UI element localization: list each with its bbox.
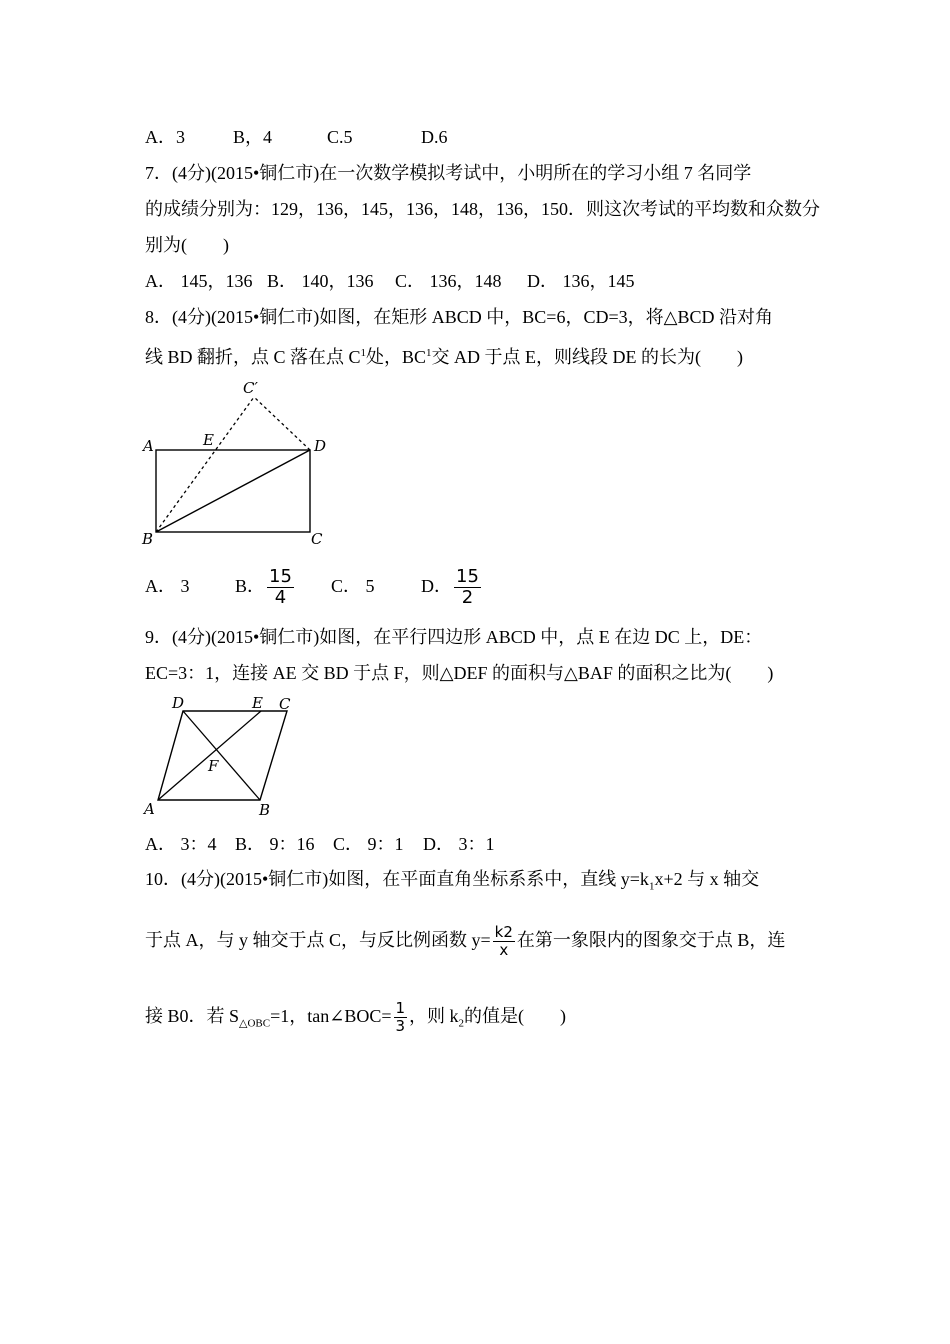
label-c-prime: C′ <box>243 379 258 397</box>
q7-options <box>145 270 635 292</box>
diagonal-bd <box>183 711 260 800</box>
q9-line-2: EC=3：1，连接 AE 交 BD 于点 F，则△DEF 的面积与△BAF 的面积之比为( ) <box>145 663 774 683</box>
label-b: B <box>142 530 154 548</box>
q7-option-c: C． 136，148 <box>395 271 502 291</box>
q9-option-d: D． 3：1 <box>423 834 495 854</box>
q10-line-1 <box>145 868 759 898</box>
q8-text-a: 线 BD 翻折，点 C 落在点 C <box>145 347 361 367</box>
q10-line-3 <box>145 994 566 1046</box>
diagonal-bd <box>156 450 310 532</box>
q8-sup-1: 1 <box>360 347 367 359</box>
q8-option-c: C． 5 <box>331 576 375 596</box>
q8-figure <box>138 378 338 550</box>
q8-fraction-b: $\frac{15}{4}$ <box>269 566 292 609</box>
fold-line-dc-prime <box>254 397 310 450</box>
label-c: C <box>279 695 291 713</box>
q6-option-b: B，4 <box>233 127 273 147</box>
q8-options <box>145 566 483 608</box>
q8-sup-2: 1 <box>426 347 432 359</box>
q8-line-1: 8．(4分)(2015•铜仁市)如图，在矩形 ABCD 中，BC=6，CD=3，将△BCD 沿对角 <box>145 307 773 327</box>
q10-text-g: ，则 k <box>409 1006 459 1026</box>
q10-sub-obc: △OBC <box>239 1017 271 1030</box>
q10-sub-2: 2 <box>458 1017 465 1030</box>
q6-option-a: A．3 <box>145 127 185 147</box>
q9-option-a: A． 3：4 <box>145 834 217 854</box>
q8-option-d: D． $\frac{15}{2}$ <box>421 566 479 609</box>
label-d: D <box>314 437 327 455</box>
q6-options <box>145 126 448 148</box>
q7-option-b: B． 140，136 <box>267 271 374 291</box>
q7-line-2: 的成绩分别为：129，136，145，136，148，136，150．则这次考试的平均数和众数分 <box>145 199 820 219</box>
q8-option-a: A． 3 <box>145 576 190 596</box>
q7-line-1: 7．(4分)(2015•铜仁市)在一次数学模拟考试中，小明所在的学习小组 7 名同学 <box>145 163 752 183</box>
q10-text-c: 于点 A，与 y 轴交于点 C，与反比例函数 y= <box>145 930 491 950</box>
q9-figure <box>138 694 308 822</box>
q9-options <box>145 833 495 855</box>
label-e: E <box>252 694 263 712</box>
q8-text-b: 处，BC <box>366 347 427 367</box>
q7-option-d: D． 136，145 <box>527 271 635 291</box>
q10-text-e: 接 B0．若 S <box>145 1006 240 1026</box>
label-d: D <box>172 694 185 712</box>
q6-option-c: C.5 <box>327 127 353 147</box>
q9-line-1: 9．(4分)(2015•铜仁市)如图，在平行四边形 ABCD 中，点 E 在边 DC 上，DE： <box>145 627 763 647</box>
q9-option-b: B． 9：16 <box>235 834 315 854</box>
q8-line-2 <box>145 342 743 368</box>
q10-text-b: x+2 与 x 轴交 <box>654 869 760 889</box>
q10-fraction-k2-over-x: $\frac{k2}{x}$ <box>494 923 513 960</box>
label-b: B <box>259 801 271 819</box>
q10-text-f: =1，tan∠BOC= <box>270 1006 392 1026</box>
label-e: E <box>203 431 214 449</box>
fold-line-bc-prime <box>156 397 254 532</box>
parallelogram-abcd <box>158 711 287 800</box>
label-a: A <box>144 800 155 818</box>
q10-line-2 <box>145 918 785 962</box>
q10-text-a: 10．(4分)(2015•铜仁市)如图，在平面直角坐标系系中，直线 y=k <box>145 869 649 889</box>
q9-option-c: C． 9：1 <box>333 834 404 854</box>
label-c: C <box>311 530 323 548</box>
q10-text-h: 的值是( ) <box>464 1006 567 1026</box>
q8-fraction-d: $\frac{15}{2}$ <box>456 566 479 609</box>
q7-line-3: 别为( ) <box>145 235 229 255</box>
q7-option-a: A． 145，136 <box>145 271 253 291</box>
label-f: F <box>208 757 219 775</box>
segment-ae <box>158 711 261 800</box>
q6-option-d: D.6 <box>421 127 448 147</box>
q10-text-d: 在第一象限内的图象交于点 B，连 <box>516 930 786 950</box>
q10-fraction-one-third: $\frac{1}{3}$ <box>395 999 406 1036</box>
q8-text-c: 交 AD 于点 E，则线段 DE 的长为( ) <box>431 347 744 367</box>
label-a: A <box>143 437 154 455</box>
q10-sub-1: 1 <box>648 880 655 893</box>
q8-option-b: B． $\frac{15}{4}$ <box>235 566 292 609</box>
